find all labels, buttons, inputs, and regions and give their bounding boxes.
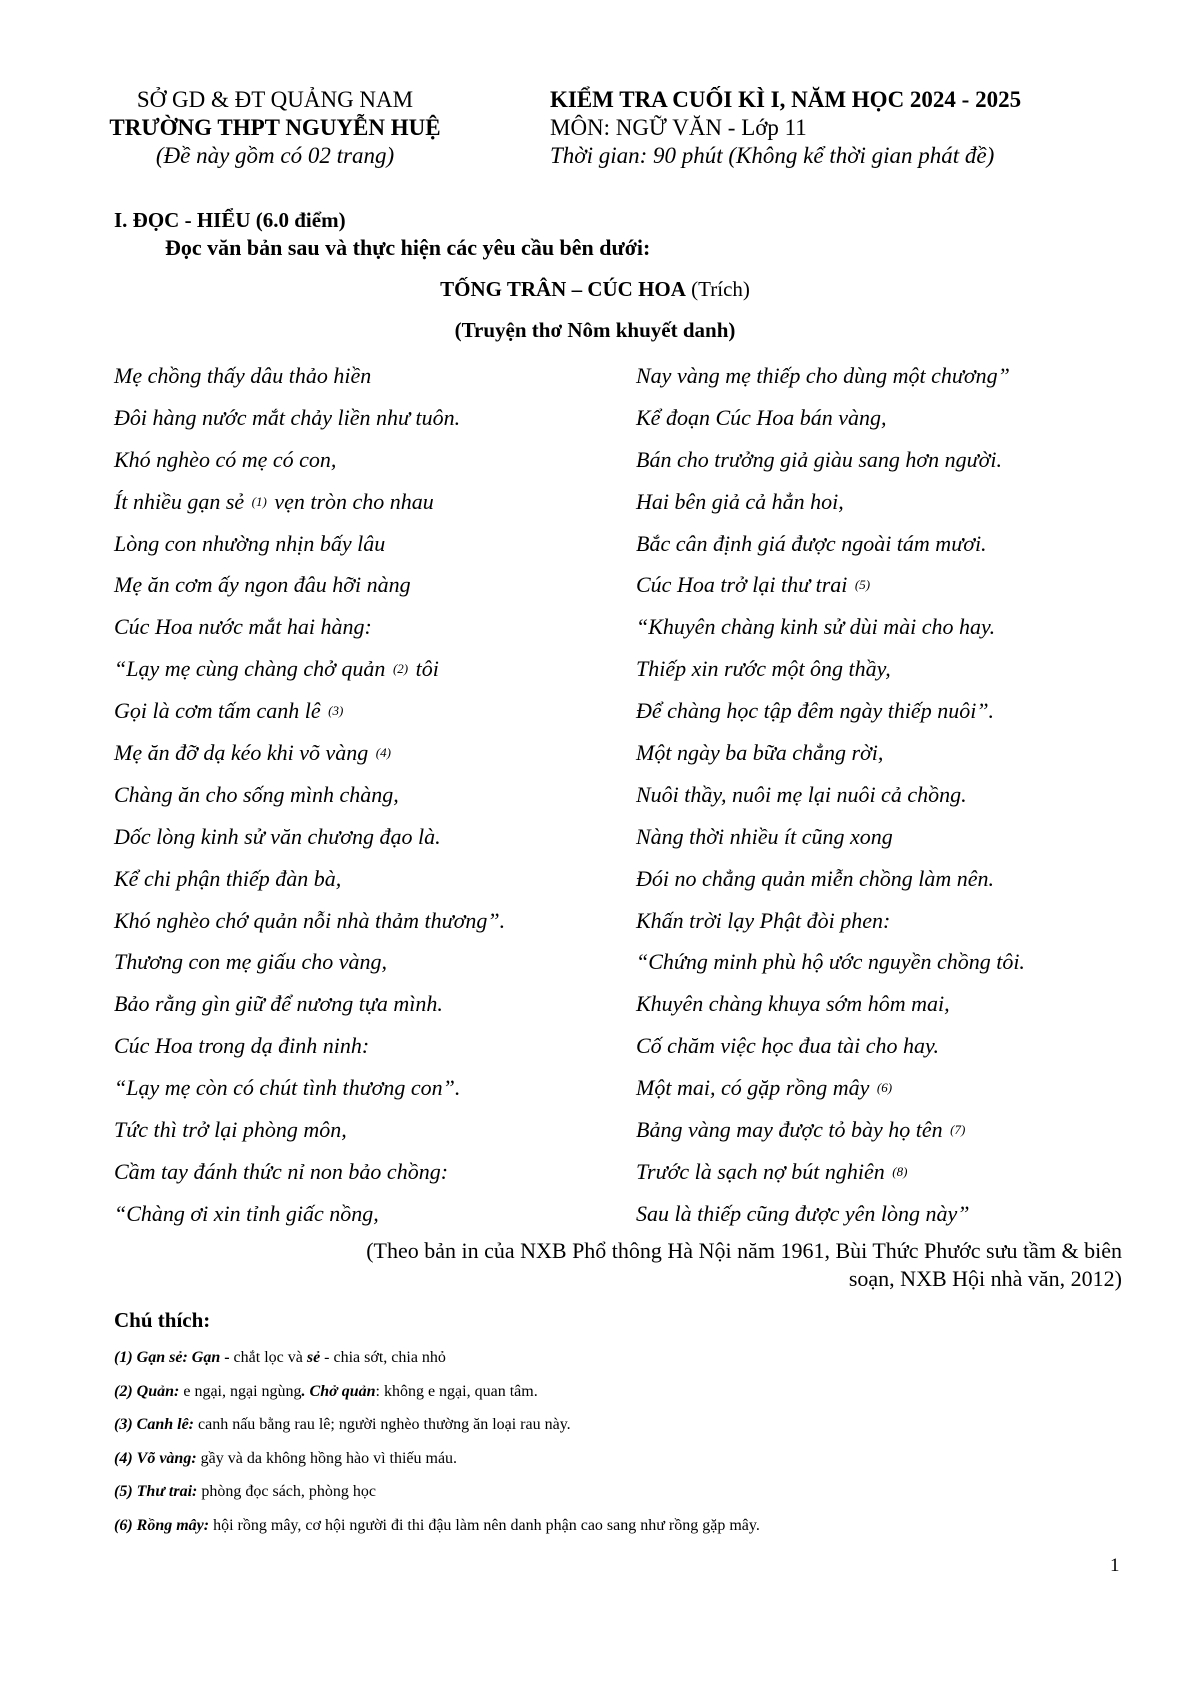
note-desc: gầy và da không hồng hào vì thiếu máu. [196,1449,458,1467]
poem-line-text: Mẹ ăn cơm ấy ngon đâu hỡi nàng [114,572,411,598]
footnote-marker: (6) [876,1080,893,1096]
poem-line-right-20 [636,1157,1025,1199]
note-desc: chắt lọc và [233,1349,307,1366]
poem-line-left-9 [114,696,505,738]
footnote-marker: (7) [950,1122,966,1138]
note-desc: - chia sớt, chia nhỏ [320,1349,446,1366]
text-subtitle: (Truyện thơ Nôm khuyết danh) [454,318,736,342]
poem-line-right-19 [636,1115,1025,1157]
poem-line-left-20 [114,1157,505,1199]
footnote-marker: (5) [854,577,871,593]
poem-line-text: Lòng con nhường nhịn bấy lâu [114,530,386,556]
poem-line-text: Cúc Hoa trở lại thư trai [636,572,848,598]
text-title-suffix: (Trích) [685,277,750,301]
note-desc: hội rồng mây, cơ hội người đi thi đậu làm nên danh phận cao sang như rồng gặp mây. [209,1516,760,1534]
note-item [114,1517,760,1535]
poem-line-text: Nàng thời nhiều ít cũng xong [636,823,893,849]
footnote-marker: (4) [375,745,391,761]
poem-line-text: Khó nghèo có mẹ có con, [114,446,337,472]
note-term: sẻ [306,1349,321,1366]
poem-line-left-18 [114,1073,505,1115]
poem-line-right-15 [636,947,1025,989]
source-line-2: soạn, NXB Hội nhà văn, 2012) [848,1266,1122,1291]
poem-line-text: Nuôi thầy, nuôi mẹ lại nuôi cả chồng. [636,781,967,807]
poem-line-left-7 [114,612,505,654]
footnote-marker: (2) [392,661,409,677]
source-line-1: (Theo bản in của NXB Phổ thông Hà Nội năm 1961, Bùi Thức Phước sưu tầm & biên [366,1238,1122,1263]
header-right [550,86,1150,170]
poem-line-text: Trước là sạch nợ bút nghiên [636,1158,885,1184]
poem-line-right-13 [636,864,1025,906]
poem-line-text: Cúc Hoa nước mắt hai hàng: [114,614,372,640]
poem-line-left-1 [114,361,505,403]
note-item [114,1349,446,1367]
poem-line-left-3 [114,445,505,487]
poem-line-left-21 [114,1199,505,1241]
note-item [114,1416,571,1434]
source-citation [150,1237,1122,1293]
poem-line-right-12 [636,822,1025,864]
footnote-marker: (8) [892,1163,908,1179]
poem-line-text: Khuyên chàng khuya sớm hôm mai, [636,991,950,1017]
header-left [70,86,480,170]
note-desc: : không e ngại, quan tâm. [375,1382,538,1400]
poem-line-text: Hai bên giả cả hẳn hoi, [636,488,844,514]
poem-line-left-17 [114,1031,505,1073]
poem-line-right-2 [636,403,1025,445]
poem-line-text-after: vẹn tròn cho nhau [268,488,434,514]
poem-line-right-4 [636,487,1025,529]
poem-line-text: Cầm tay đánh thức nỉ non bảo chồng: [114,1158,449,1184]
poem-line-text: Đôi hàng nước mắt chảy liền như tuôn. [114,404,461,430]
footnote-marker: (1) [251,493,267,509]
poem-line-text: Cố chăm việc học đua tài cho hay. [636,1033,940,1059]
poem-line-text: Kể đoạn Cúc Hoa bán vàng, [636,404,887,430]
exam-title: KIỂM TRA CUỐI KÌ I, NĂM HỌC 2024 - 2025 [550,87,1022,112]
poem-line-left-15 [114,947,505,989]
note-item [114,1450,457,1468]
poem-line-text: Kể chi phận thiếp đàn bà, [114,865,342,891]
reading-instruction: Đọc văn bản sau và thực hiện các yêu cầu bên dưới: [165,235,651,260]
poem-line-text: Bảo rằng gìn giữ để nương tựa mình. [114,991,443,1017]
poem-line-left-8 [114,654,505,696]
poem-line-text: Bán cho trưởng giả giàu sang hơn người. [636,446,1002,472]
note-item [114,1483,376,1501]
text-title: TỐNG TRÂN – CÚC HOA [440,277,686,301]
note-term: (5) Thư trai: [114,1483,198,1500]
page-number: 1 [1110,1555,1120,1576]
poem-line-text: Gọi là cơm tấm canh lê [114,698,321,724]
poem-line-left-2 [114,403,505,445]
poem-line-text: Bảng vàng may được tỏ bày họ tên [636,1117,943,1143]
poem-line-left-6 [114,570,505,612]
note-desc: canh nấu bằng rau lê; người nghèo thường ăn loại rau này. [194,1416,571,1433]
poem-line-left-13 [114,864,505,906]
poem-line-text: Một ngày ba bữa chẳng rời, [636,740,884,766]
poem-line-left-14 [114,906,505,948]
poem-line-text: Dốc lòng kinh sử văn chương đạo là. [114,823,441,849]
poem-line-text-after: tôi [410,656,439,682]
poem-line-right-6 [636,570,1025,612]
poem-line-text: Mẹ ăn đỡ dạ kéo khi võ vàng [114,740,369,766]
poem-line-text: Sau là thiếp cũng được yên lòng này” [636,1200,970,1226]
note-desc: phòng đọc sách, phòng học [197,1483,376,1500]
poem-line-right-9 [636,696,1025,738]
section-heading: I. ĐỌC - HIỂU (6.0 điểm) [114,208,346,232]
poem-line-text: Khó nghèo chớ quản nỗi nhà thảm thương”. [114,907,506,933]
poem-line-text: Thương con mẹ giấu cho vàng, [114,949,388,975]
poem-line-left-19 [114,1115,505,1157]
poem-line-text: Ít nhiều gạn sẻ [114,488,245,514]
poem-line-text: Mẹ chồng thấy dâu thảo hiền [114,363,372,388]
poem-line-right-3 [636,445,1025,487]
note-item [114,1383,538,1401]
text-title-line [0,277,1190,302]
note-term: . Chở quản [301,1382,376,1400]
poem-line-left-10 [114,738,505,780]
footnote-marker: (3) [328,703,344,719]
note-term: (6) Rồng mây: [114,1516,210,1534]
poem-line-text: Thiếp xin rước một ông thầy, [636,656,891,682]
poem-line-text: Khấn trời lạy Phật đòi phen: [636,907,891,933]
poem-line-right-5 [636,529,1025,571]
school-name: TRƯỜNG THPT NGUYỄN HUỆ [109,115,441,140]
poem-line-text: Cúc Hoa trong dạ đinh ninh: [114,1033,370,1059]
exam-time: Thời gian: 90 phút (Không kể thời gian phát đề) [550,143,995,168]
exam-subject: MÔN: NGỮ VĂN - Lớp 11 [550,115,807,140]
poem-line-text: Tức thì trở lại phòng môn, [114,1117,347,1143]
poem-line-right-11 [636,780,1025,822]
poem-line-text: Để chàng học tập đêm ngày thiếp nuôi”. [636,698,995,724]
poem-line-left-16 [114,989,505,1031]
poem-left-column [114,361,505,1241]
poem-line-text: “Lạy mẹ còn có chút tình thương con”. [114,1075,461,1101]
poem-line-right-14 [636,906,1025,948]
poem-line-right-16 [636,989,1025,1031]
poem-line-text: Chàng ăn cho sống mình chàng, [114,781,399,807]
poem-line-text: “Khuyên chàng kinh sử dùi mài cho hay. [636,614,996,640]
poem-line-left-12 [114,822,505,864]
poem-line-text: “Lạy mẹ cùng chàng chở quản [114,656,386,682]
poem-line-right-8 [636,654,1025,696]
poem-line-text: “Chứng minh phù hộ ước nguyền chồng tôi. [636,949,1025,975]
poem-line-right-21 [636,1199,1025,1241]
note-dash: - [220,1349,234,1366]
note-term: (3) Canh lê: [114,1416,194,1433]
poem-line-left-11 [114,780,505,822]
poem-line-right-7 [636,612,1025,654]
poem-line-left-5 [114,529,505,571]
pages-note: (Đề này gồm có 02 trang) [155,143,395,168]
poem-line-right-10 [636,738,1025,780]
poem-right-column [636,361,1025,1241]
note-term: (4) Võ vàng: [114,1449,197,1467]
poem-line-text: Đói no chẳng quản miễn chồng làm nên. [636,865,995,891]
note-desc: e ngại, ngại ngùng [179,1382,302,1400]
poem-line-text: Một mai, có gặp rồng mây [636,1075,870,1101]
poem-line-left-4 [114,487,505,529]
poem-line-right-18 [636,1073,1025,1115]
poem-line-right-1 [636,361,1025,403]
poem-line-text: Bắc cân định giá được ngoài tám mươi. [636,530,987,556]
note-term: (1) Gạn sẻ: Gạn [114,1349,221,1366]
department-name: SỞ GD & ĐT QUẢNG NAM [136,87,414,112]
notes-heading: Chú thích: [114,1308,211,1332]
poem-line-text: “Chàng ơi xin tỉnh giấc nồng, [114,1200,379,1226]
note-term: (2) Quản: [114,1382,180,1400]
poem-line-text: Nay vàng mẹ thiếp cho dùng một chương” [636,363,1010,388]
poem-line-right-17 [636,1031,1025,1073]
